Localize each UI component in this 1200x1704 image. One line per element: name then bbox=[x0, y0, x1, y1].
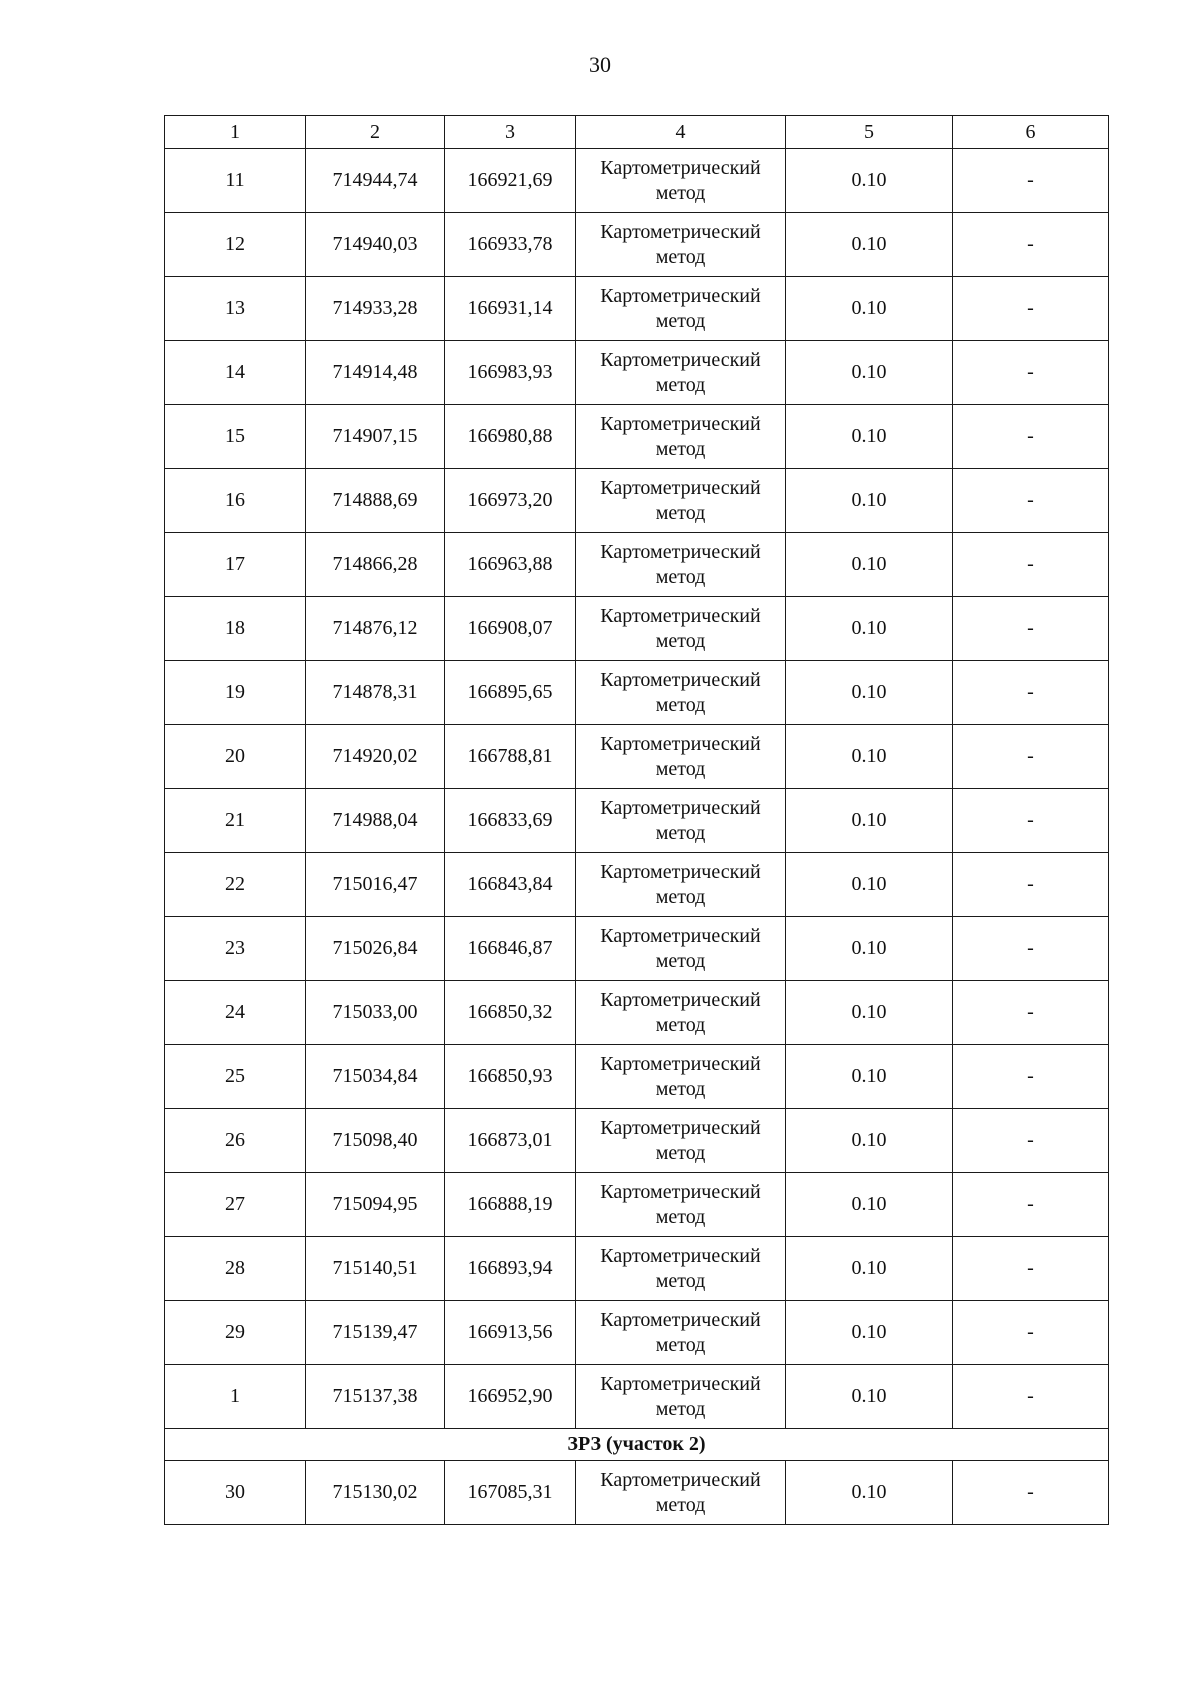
method-cell bbox=[576, 1045, 786, 1109]
method-line-2: метод bbox=[655, 1333, 706, 1356]
column-header: 3 bbox=[445, 116, 576, 149]
y-coordinate-cell: 166908,07 bbox=[445, 597, 576, 661]
method-line-2: метод bbox=[655, 1397, 706, 1420]
table-row bbox=[165, 341, 1109, 405]
note-cell: - bbox=[953, 1365, 1109, 1429]
method-cell bbox=[576, 1237, 786, 1301]
method-line-2: метод bbox=[655, 1141, 706, 1164]
column-header: 6 bbox=[953, 116, 1109, 149]
column-header: 5 bbox=[786, 116, 953, 149]
method-line-2: метод bbox=[655, 885, 706, 908]
x-coordinate-cell: 715016,47 bbox=[306, 853, 445, 917]
point-number-cell: 29 bbox=[165, 1301, 306, 1365]
method-line-2: метод bbox=[655, 437, 706, 460]
note-cell: - bbox=[953, 981, 1109, 1045]
method-line-2: метод bbox=[655, 1269, 706, 1292]
y-coordinate-cell: 166913,56 bbox=[445, 1301, 576, 1365]
table-row bbox=[165, 405, 1109, 469]
method-line-1: Картометрический bbox=[600, 476, 761, 499]
y-coordinate-cell: 166850,93 bbox=[445, 1045, 576, 1109]
method-line-1: Картометрический bbox=[600, 348, 761, 371]
x-coordinate-cell: 714988,04 bbox=[306, 789, 445, 853]
x-coordinate-cell: 715034,84 bbox=[306, 1045, 445, 1109]
method-cell bbox=[576, 1461, 786, 1525]
x-coordinate-cell: 715098,40 bbox=[306, 1109, 445, 1173]
accuracy-cell: 0.10 bbox=[786, 405, 953, 469]
accuracy-cell: 0.10 bbox=[786, 1461, 953, 1525]
method-line-1: Картометрический bbox=[600, 732, 761, 755]
accuracy-cell: 0.10 bbox=[786, 277, 953, 341]
x-coordinate-cell: 715139,47 bbox=[306, 1301, 445, 1365]
table-row bbox=[165, 1365, 1109, 1429]
note-cell: - bbox=[953, 1109, 1109, 1173]
accuracy-cell: 0.10 bbox=[786, 1045, 953, 1109]
y-coordinate-cell: 166788,81 bbox=[445, 725, 576, 789]
note-cell: - bbox=[953, 1173, 1109, 1237]
point-number-cell: 23 bbox=[165, 917, 306, 981]
y-coordinate-cell: 166846,87 bbox=[445, 917, 576, 981]
table-row bbox=[165, 789, 1109, 853]
point-number-cell: 1 bbox=[165, 1365, 306, 1429]
method-cell bbox=[576, 597, 786, 661]
method-line-2: метод bbox=[655, 821, 706, 844]
page-number: 30 bbox=[589, 52, 611, 77]
method-cell bbox=[576, 661, 786, 725]
method-line-1: Картометрический bbox=[600, 924, 761, 947]
method-cell bbox=[576, 469, 786, 533]
table-row bbox=[165, 917, 1109, 981]
accuracy-cell: 0.10 bbox=[786, 149, 953, 213]
method-line-2: метод bbox=[655, 565, 706, 588]
x-coordinate-cell: 714944,74 bbox=[306, 149, 445, 213]
point-number-cell: 26 bbox=[165, 1109, 306, 1173]
table-header-row bbox=[165, 116, 1109, 149]
accuracy-cell: 0.10 bbox=[786, 981, 953, 1045]
method-line-1: Картометрический bbox=[600, 156, 761, 179]
accuracy-cell: 0.10 bbox=[786, 533, 953, 597]
x-coordinate-cell: 715140,51 bbox=[306, 1237, 445, 1301]
point-number-cell: 20 bbox=[165, 725, 306, 789]
method-line-1: Картометрический bbox=[600, 860, 761, 883]
method-line-1: Картометрический bbox=[600, 1468, 761, 1491]
point-number-cell: 19 bbox=[165, 661, 306, 725]
point-number-cell: 17 bbox=[165, 533, 306, 597]
method-line-1: Картометрический bbox=[600, 1308, 761, 1331]
point-number-cell: 18 bbox=[165, 597, 306, 661]
point-number-cell: 21 bbox=[165, 789, 306, 853]
accuracy-cell: 0.10 bbox=[786, 1301, 953, 1365]
note-cell: - bbox=[953, 661, 1109, 725]
method-line-1: Картометрический bbox=[600, 1372, 761, 1395]
method-line-2: метод bbox=[655, 757, 706, 780]
note-cell: - bbox=[953, 341, 1109, 405]
method-cell bbox=[576, 917, 786, 981]
x-coordinate-cell: 714866,28 bbox=[306, 533, 445, 597]
accuracy-cell: 0.10 bbox=[786, 661, 953, 725]
method-cell bbox=[576, 277, 786, 341]
method-cell bbox=[576, 1301, 786, 1365]
note-cell: - bbox=[953, 149, 1109, 213]
x-coordinate-cell: 714920,02 bbox=[306, 725, 445, 789]
method-line-2: метод bbox=[655, 373, 706, 396]
x-coordinate-cell: 715137,38 bbox=[306, 1365, 445, 1429]
accuracy-cell: 0.10 bbox=[786, 341, 953, 405]
note-cell: - bbox=[953, 725, 1109, 789]
table-row bbox=[165, 533, 1109, 597]
table-row bbox=[165, 1173, 1109, 1237]
column-header: 4 bbox=[576, 116, 786, 149]
x-coordinate-cell: 715130,02 bbox=[306, 1461, 445, 1525]
table-row bbox=[165, 1237, 1109, 1301]
note-cell: - bbox=[953, 1045, 1109, 1109]
method-line-1: Картометрический bbox=[600, 284, 761, 307]
y-coordinate-cell: 166973,20 bbox=[445, 469, 576, 533]
accuracy-cell: 0.10 bbox=[786, 853, 953, 917]
table-row bbox=[165, 149, 1109, 213]
method-line-2: метод bbox=[655, 949, 706, 972]
y-coordinate-cell: 166843,84 bbox=[445, 853, 576, 917]
method-cell bbox=[576, 533, 786, 597]
section-title: ЗРЗ (участок 2) bbox=[165, 1429, 1109, 1461]
method-line-1: Картометрический bbox=[600, 796, 761, 819]
note-cell: - bbox=[953, 1461, 1109, 1525]
note-cell: - bbox=[953, 917, 1109, 981]
method-cell bbox=[576, 405, 786, 469]
point-number-cell: 24 bbox=[165, 981, 306, 1045]
y-coordinate-cell: 166850,32 bbox=[445, 981, 576, 1045]
note-cell: - bbox=[953, 597, 1109, 661]
method-line-2: метод bbox=[655, 245, 706, 268]
method-line-1: Картометрический bbox=[600, 220, 761, 243]
y-coordinate-cell: 166952,90 bbox=[445, 1365, 576, 1429]
note-cell: - bbox=[953, 213, 1109, 277]
point-number-cell: 15 bbox=[165, 405, 306, 469]
x-coordinate-cell: 715026,84 bbox=[306, 917, 445, 981]
method-line-1: Картометрический bbox=[600, 1052, 761, 1075]
y-coordinate-cell: 166980,88 bbox=[445, 405, 576, 469]
table-row bbox=[165, 725, 1109, 789]
table-row bbox=[165, 1109, 1109, 1173]
accuracy-cell: 0.10 bbox=[786, 725, 953, 789]
y-coordinate-cell: 166963,88 bbox=[445, 533, 576, 597]
y-coordinate-cell: 166933,78 bbox=[445, 213, 576, 277]
accuracy-cell: 0.10 bbox=[786, 1109, 953, 1173]
method-line-1: Картометрический bbox=[600, 1116, 761, 1139]
method-line-1: Картометрический bbox=[600, 668, 761, 691]
section-row bbox=[165, 1429, 1109, 1461]
method-line-2: метод bbox=[655, 1077, 706, 1100]
point-number-cell: 14 bbox=[165, 341, 306, 405]
method-line-1: Картометрический bbox=[600, 1180, 761, 1203]
x-coordinate-cell: 714888,69 bbox=[306, 469, 445, 533]
method-line-1: Картометрический bbox=[600, 988, 761, 1011]
y-coordinate-cell: 166893,94 bbox=[445, 1237, 576, 1301]
method-cell bbox=[576, 213, 786, 277]
method-cell bbox=[576, 1365, 786, 1429]
method-line-1: Картометрический bbox=[600, 604, 761, 627]
table-row bbox=[165, 981, 1109, 1045]
point-number-cell: 11 bbox=[165, 149, 306, 213]
note-cell: - bbox=[953, 853, 1109, 917]
accuracy-cell: 0.10 bbox=[786, 597, 953, 661]
method-cell bbox=[576, 853, 786, 917]
point-number-cell: 27 bbox=[165, 1173, 306, 1237]
table-row bbox=[165, 1461, 1109, 1525]
y-coordinate-cell: 166888,19 bbox=[445, 1173, 576, 1237]
note-cell: - bbox=[953, 469, 1109, 533]
accuracy-cell: 0.10 bbox=[786, 789, 953, 853]
x-coordinate-cell: 714878,31 bbox=[306, 661, 445, 725]
table-row bbox=[165, 853, 1109, 917]
point-number-cell: 28 bbox=[165, 1237, 306, 1301]
method-cell bbox=[576, 1173, 786, 1237]
method-line-2: метод bbox=[655, 309, 706, 332]
table-row bbox=[165, 1045, 1109, 1109]
point-number-cell: 30 bbox=[165, 1461, 306, 1525]
y-coordinate-cell: 167085,31 bbox=[445, 1461, 576, 1525]
note-cell: - bbox=[953, 405, 1109, 469]
point-number-cell: 12 bbox=[165, 213, 306, 277]
x-coordinate-cell: 714876,12 bbox=[306, 597, 445, 661]
point-number-cell: 13 bbox=[165, 277, 306, 341]
method-line-1: Картометрический bbox=[600, 1244, 761, 1267]
column-header: 1 bbox=[165, 116, 306, 149]
table-row bbox=[165, 597, 1109, 661]
y-coordinate-cell: 166931,14 bbox=[445, 277, 576, 341]
method-line-1: Картометрический bbox=[600, 412, 761, 435]
coordinates-table bbox=[164, 115, 1109, 1525]
note-cell: - bbox=[953, 277, 1109, 341]
method-line-2: метод bbox=[655, 693, 706, 716]
table-row bbox=[165, 661, 1109, 725]
table-row bbox=[165, 469, 1109, 533]
table-row bbox=[165, 213, 1109, 277]
method-cell bbox=[576, 1109, 786, 1173]
table-row bbox=[165, 1301, 1109, 1365]
accuracy-cell: 0.10 bbox=[786, 917, 953, 981]
note-cell: - bbox=[953, 1237, 1109, 1301]
note-cell: - bbox=[953, 789, 1109, 853]
x-coordinate-cell: 714907,15 bbox=[306, 405, 445, 469]
method-line-2: метод bbox=[655, 1013, 706, 1036]
x-coordinate-cell: 715033,00 bbox=[306, 981, 445, 1045]
method-line-2: метод bbox=[655, 629, 706, 652]
note-cell: - bbox=[953, 1301, 1109, 1365]
point-number-cell: 25 bbox=[165, 1045, 306, 1109]
accuracy-cell: 0.10 bbox=[786, 1237, 953, 1301]
method-line-1: Картометрический bbox=[600, 540, 761, 563]
method-cell bbox=[576, 149, 786, 213]
y-coordinate-cell: 166873,01 bbox=[445, 1109, 576, 1173]
y-coordinate-cell: 166833,69 bbox=[445, 789, 576, 853]
method-cell bbox=[576, 789, 786, 853]
accuracy-cell: 0.10 bbox=[786, 213, 953, 277]
method-line-2: метод bbox=[655, 1205, 706, 1228]
note-cell: - bbox=[953, 533, 1109, 597]
column-header: 2 bbox=[306, 116, 445, 149]
point-number-cell: 22 bbox=[165, 853, 306, 917]
accuracy-cell: 0.10 bbox=[786, 1365, 953, 1429]
x-coordinate-cell: 714940,03 bbox=[306, 213, 445, 277]
accuracy-cell: 0.10 bbox=[786, 469, 953, 533]
x-coordinate-cell: 714933,28 bbox=[306, 277, 445, 341]
table-row bbox=[165, 277, 1109, 341]
method-line-2: метод bbox=[655, 501, 706, 524]
method-line-2: метод bbox=[655, 181, 706, 204]
y-coordinate-cell: 166921,69 bbox=[445, 149, 576, 213]
y-coordinate-cell: 166895,65 bbox=[445, 661, 576, 725]
x-coordinate-cell: 714914,48 bbox=[306, 341, 445, 405]
method-cell bbox=[576, 725, 786, 789]
method-cell bbox=[576, 981, 786, 1045]
method-cell bbox=[576, 341, 786, 405]
y-coordinate-cell: 166983,93 bbox=[445, 341, 576, 405]
x-coordinate-cell: 715094,95 bbox=[306, 1173, 445, 1237]
point-number-cell: 16 bbox=[165, 469, 306, 533]
accuracy-cell: 0.10 bbox=[786, 1173, 953, 1237]
method-line-2: метод bbox=[655, 1493, 706, 1516]
